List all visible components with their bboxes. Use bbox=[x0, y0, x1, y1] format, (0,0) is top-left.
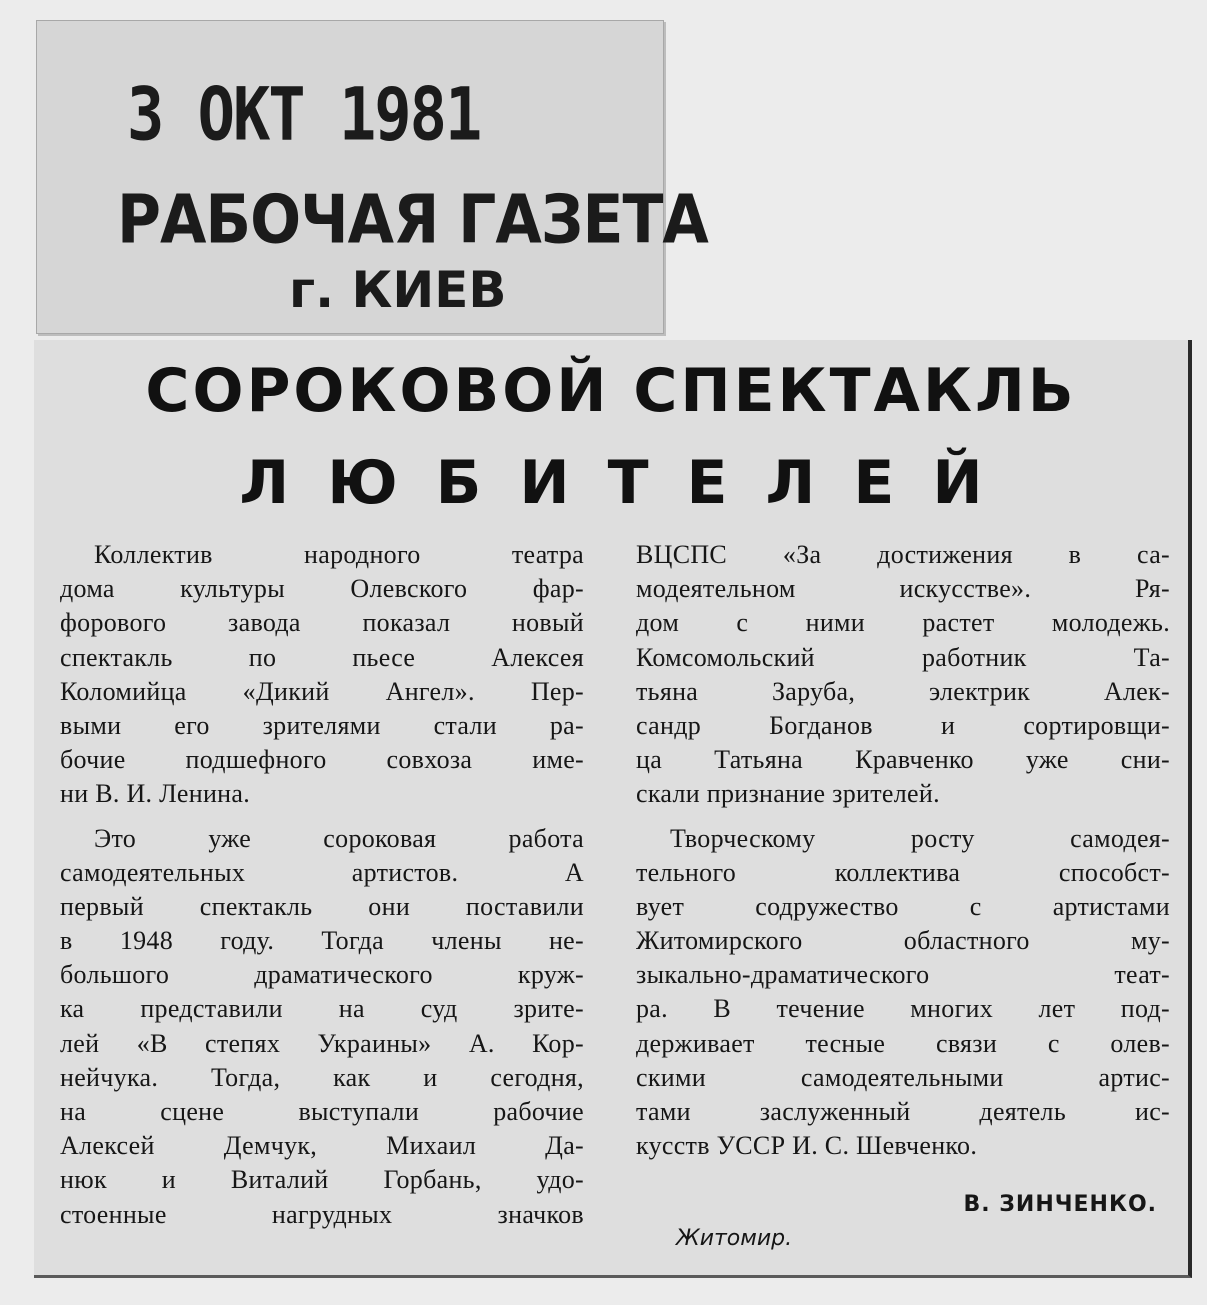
text-line: выми его зрителями стали ра- bbox=[60, 710, 584, 740]
text-line: Алексей Демчук, Михаил Да- bbox=[60, 1131, 584, 1161]
article-author: В. ЗИНЧЕНКО. bbox=[963, 1192, 1157, 1217]
text-line: Житомирского областного му- bbox=[636, 926, 1170, 956]
newspaper-stamp-clipping bbox=[36, 20, 708, 334]
text-line: зыкально-драматического теат- bbox=[636, 960, 1170, 990]
text-line: ВЦСПС «За достижения в са- bbox=[636, 540, 1170, 569]
text-line: скими самодеятельными артис- bbox=[636, 1062, 1170, 1092]
text-line: большого драматического круж- bbox=[60, 960, 584, 990]
text-line: тами заслуженный деятель ис- bbox=[636, 1097, 1170, 1126]
headline-line-2: ЛЮБИТЕЛЕЙ bbox=[239, 448, 1021, 518]
text-line: самодеятельных артистов. А bbox=[60, 857, 584, 887]
article-place: Житомир. bbox=[676, 1226, 793, 1251]
text-line: скали признание зрителей. bbox=[636, 779, 940, 809]
stamp-city: г. КИЕВ bbox=[289, 261, 507, 319]
text-line: нейчука. Тогда, как и сегодня, bbox=[60, 1062, 584, 1092]
text-line: держивает тесные связи с олев- bbox=[636, 1028, 1170, 1058]
text-line: ца Татьяна Кравченко уже сни- bbox=[636, 745, 1170, 775]
text-line: Творческому росту самодея- bbox=[670, 823, 1170, 853]
text-line: нюк и Виталий Горбань, удо- bbox=[60, 1165, 584, 1195]
text-line: лей «В степях Украины» А. Кор- bbox=[60, 1028, 584, 1058]
text-line: тельного коллектива способст- bbox=[636, 857, 1170, 887]
article-left-column bbox=[60, 538, 584, 1232]
stamp-date: 3 ОКТ 1981 bbox=[127, 71, 481, 158]
text-line: кусств УССР И. С. Шевченко. bbox=[636, 1131, 978, 1161]
article-clipping bbox=[34, 340, 1192, 1278]
text-line: форового завода показал новый bbox=[60, 608, 584, 638]
text-line: на сцене выступали рабочие bbox=[60, 1097, 584, 1126]
headline-line-1: СОРОКОВОЙ СПЕКТАКЛЬ bbox=[145, 356, 1077, 426]
text-line: в 1948 году. Тогда члены не- bbox=[60, 926, 584, 956]
text-line: Это уже сороковая работа bbox=[94, 823, 584, 853]
stamp-newspaper-name: РАБОЧАЯ ГАЗЕТА bbox=[117, 181, 708, 260]
text-line: модеятельном искусстве». Ря- bbox=[636, 574, 1170, 604]
text-line: Коллектив народного театра bbox=[94, 540, 584, 569]
article-right-column bbox=[636, 538, 1170, 1163]
text-line: ра. В течение многих лет под- bbox=[636, 994, 1170, 1024]
text-line: Коломийца «Дикий Ангел». Пер- bbox=[60, 676, 584, 706]
text-line: спектакль по пьесе Алексея bbox=[60, 642, 584, 672]
text-line: Комсомольский работник Та- bbox=[636, 642, 1170, 672]
paragraph-gap bbox=[60, 812, 584, 822]
text-line: ка представили на суд зрите- bbox=[60, 994, 584, 1024]
text-line: дома культуры Олевского фар- bbox=[60, 574, 584, 604]
text-line: тьяна Заруба, электрик Алек- bbox=[636, 676, 1170, 706]
text-line: дом с ними растет молодежь. bbox=[636, 608, 1170, 638]
text-line: бочие подшефного совхоза име- bbox=[60, 745, 584, 775]
text-line: стоенные нагрудных значков bbox=[60, 1199, 584, 1229]
text-line: вует содружество с артистами bbox=[636, 891, 1170, 921]
text-line: сандр Богданов и сортировщи- bbox=[636, 710, 1170, 740]
text-line: первый спектакль они поставили bbox=[60, 891, 584, 921]
paragraph-gap bbox=[636, 812, 1170, 822]
text-line: ни В. И. Ленина. bbox=[60, 779, 251, 809]
